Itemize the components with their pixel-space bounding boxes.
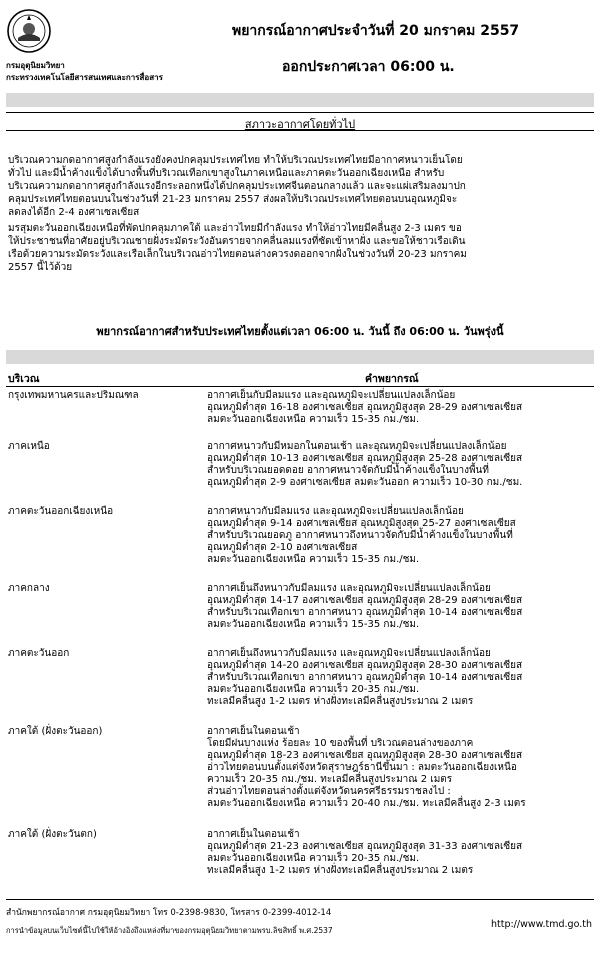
forecast-line: อากาศหนาวกับมีลมแรง และอุณหภูมิจะเปลี่ยนแปลงเล็กน้อย [207, 506, 464, 517]
general-paragraph-2 [8, 222, 592, 274]
org-line-1: กรมอุตุนิยมวิทยา [6, 61, 65, 70]
column-header-forecast: คำพยากรณ์ [365, 373, 419, 385]
org-line-2: กระทรวงเทคโนโลยีสารสนเทศและการสื่อสาร [6, 73, 163, 82]
region-name: ภาคกลาง [8, 583, 50, 594]
paragraph-line: ทั่วไป และมีน้ำค้างแข็งได้บางพื้นที่บริเวณเทือกเขาสูงในภาคเหนือและภาคตะวันออกเฉียงเหนือ สำหรับ [8, 168, 445, 179]
forecast-line: ลมตะวันออกเฉียงเหนือ ความเร็ว 15-35 กม./ชม. [207, 619, 420, 630]
forecast-text [207, 583, 597, 631]
paragraph-line: ให้ประชาชนที่อาศัยอยู่บริเวณชายฝั่งระมัดระวังอันตรายจากคลื่นลมแรงที่ซัดเข้าหาฝั่ง และขอให้ชาวเรือเดิน [8, 236, 466, 247]
forecast-line: อุณหภูมิต่ำสุด 2-10 องศาเซลเซียส [207, 542, 358, 553]
general-conditions-heading: สภาวะอากาศโดยทั่วไป [244, 118, 356, 131]
forecast-line: อุณหภูมิต่ำสุด 9-14 องศาเซลเซียส อุณหภูมิสูงสุด 25-27 องศาเซลเซียส [207, 518, 516, 529]
forecast-line: ทะเลมีคลื่นสูง 1-2 เมตร ห่างฝั่งทะเลมีคลื่นสูงประมาณ 2 เมตร [207, 696, 474, 707]
document-title: พยากรณ์อากาศประจำวันที่ 20 มกราคม 2557 [232, 23, 520, 39]
forecast-line: อากาศเย็นถึงหนาวกับมีลมแรง และอุณหภูมิจะเปลี่ยนแปลงเล็กน้อย [207, 648, 491, 659]
forecast-line: อุณหภูมิต่ำสุด 16-18 องศาเซลเซียส อุณหภูมิสูงสุด 28-29 องศาเซลเซียส [207, 402, 523, 413]
paragraph-line: เรือด้วยความระมัดระวังและเรือเล็กในบริเวณอ่าวไทยตอนล่างควรงดออกจากฝั่งในช่วงวันที่ 20-23 มกราคม [8, 249, 467, 260]
paragraph-line: คลุมประเทศไทยตอนบนในช่วงวันที่ 21-23 มกราคม 2557 ส่งผลให้บริเวณประเทศไทยตอนบนอุณหภูมิจะ [8, 194, 458, 205]
region-name: ภาคตะวันออกเฉียงเหนือ [8, 506, 114, 517]
forecast-line: อุณหภูมิต่ำสุด 21-23 องศาเซลเซียส อุณหภูมิสูงสุด 31-33 องศาเซลเซียส [207, 841, 523, 852]
forecast-text [207, 441, 597, 489]
section-top-rule [6, 112, 594, 113]
forecast-line: ลมตะวันออกเฉียงเหนือ ความเร็ว 20-40 กม./ชม. ทะเลมีคลื่นสูง 2-3 เมตร [207, 798, 526, 809]
forecast-text [207, 648, 597, 708]
footer-copyright: การนำข้อมูลบนเว็บไซต์นี้ไปใช้ให้อ้างอิงถึงแหล่งที่มาของกรมอุตุนิยมวิทยาตามพรบ.ลิขสิทธิ์ พ.ศ.2537 [6, 926, 333, 935]
region-name: ภาคตะวันออก [8, 648, 70, 659]
issue-time: ออกประกาศเวลา 06:00 น. [282, 59, 455, 75]
forecast-line: สำหรับบริเวณเทือกเขา อากาศหนาว อุณหภูมิต่ำสุด 10-14 องศาเซลเซียส [207, 607, 523, 618]
forecast-line: สำหรับบริเวณยอดภู อากาศหนาวถึงหนาวจัดกับมีน้ำค้างแข็งในบางพื้นที่ [207, 530, 513, 541]
column-header-region: บริเวณ [8, 373, 40, 385]
forecast-line: ทะเลมีคลื่นสูง 1-2 เมตร ห่างฝั่งทะเลมีคลื่นสูงประมาณ 2 เมตร [207, 865, 474, 876]
forecast-line: สำหรับบริเวณเทือกเขา อากาศหนาว อุณหภูมิต่ำสุด 10-14 องศาเซลเซียส [207, 672, 523, 683]
forecast-line: อุณหภูมิต่ำสุด 14-17 องศาเซลเซียส อุณหภูมิสูงสุด 28-29 องศาเซลเซียส [207, 595, 523, 606]
forecast-line: ส่วนอ่าวไทยตอนล่างตั้งแต่จังหวัดนครศรีธรรมราชลงไป : [207, 786, 451, 797]
paragraph-line: 2557 นี้ไว้ด้วย [8, 262, 73, 273]
forecast-line: ลมตะวันออกเฉียงเหนือ ความเร็ว 20-35 กม./ชม. [207, 684, 420, 695]
forecast-line: โดยมีฝนบางแห่ง ร้อยละ 10 ของพื้นที่ บริเวณตอนล่างของภาค [207, 738, 474, 749]
forecast-line: สำหรับบริเวณยอดดอย อากาศหนาวจัดกับมีน้ำค้างแข็งในบางพื้นที่ [207, 465, 489, 476]
paragraph-line: ลดลงได้อีก 2-4 องศาเซลเซียส [8, 207, 140, 218]
forecast-line: อ่าวไทยตอนบนตั้งแต่จังหวัดสุราษฎร์ธานีขึ้นมา : ลมตะวันออกเฉียงเหนือ [207, 762, 517, 773]
forecast-line: อากาศเย็นถึงหนาวกับมีลมแรง และอุณหภูมิจะเปลี่ยนแปลงเล็กน้อย [207, 583, 491, 594]
forecast-line: อุณหภูมิต่ำสุด 2-9 องศาเซลเซียส ลมตะวันออก ความเร็ว 10-30 กม./ชม. [207, 477, 523, 488]
general-paragraph-1 [8, 154, 592, 219]
forecast-line: อากาศเย็นในตอนเช้า [207, 726, 300, 737]
region-name: ภาคใต้ (ฝั่งตะวันออก) [8, 726, 103, 737]
region-name: ภาคใต้ (ฝั่งตะวันตก) [8, 829, 97, 840]
forecast-text [207, 829, 597, 877]
tmd-seal-logo [6, 8, 52, 54]
paragraph-line: บริเวณความกดอากาศสูงกำลังแรงอีกระลอกหนึ่งได้ปกคลุมประเทศจีนตอนกลางแล้ว และจะแผ่เสริมลงมาปก [8, 181, 466, 192]
forecast-line: อากาศเย็นกับมีลมแรง และอุณหภูมิจะเปลี่ยนแปลงเล็กน้อย [207, 390, 456, 401]
forecast-line: ความเร็ว 20-35 กม./ชม. ทะเลมีคลื่นสูงประมาณ 2 เมตร [207, 774, 453, 785]
footer-contact: สำนักพยากรณ์อากาศ กรมอุตุนิยมวิทยา โทร 0-2398-9830, โทรสาร 0-2399-4012-14 [6, 908, 332, 918]
forecast-line: อุณหภูมิต่ำสุด 18-23 องศาเซลเซียส อุณหภูมิสูงสุด 28-30 องศาเซลเซียส [207, 750, 523, 761]
region-name: ภาคเหนือ [8, 441, 50, 452]
website-link[interactable]: http://www.tmd.go.th [490, 919, 592, 930]
forecast-line: อากาศหนาวกับมีหมอกในตอนเช้า และอุณหภูมิจะเปลี่ยนแปลงเล็กน้อย [207, 441, 507, 452]
region-name: กรุงเทพมหานครและปริมณฑล [8, 390, 139, 401]
forecast-line: อุณหภูมิต่ำสุด 14-20 องศาเซลเซียส อุณหภูมิสูงสุด 28-30 องศาเซลเซียส [207, 660, 523, 671]
paragraph-line: มรสุมตะวันออกเฉียงเหนือที่พัดปกคลุมภาคใต้ และอ่าวไทยมีกำลังแรง ทำให้อ่าวไทยมีคลื่นสูง 2-3 เมตร ขอ [8, 223, 462, 234]
forecast-line: ลมตะวันออกเฉียงเหนือ ความเร็ว 15-35 กม./ชม. [207, 414, 420, 425]
section-bottom-rule [6, 130, 594, 131]
forecast-line: อุณหภูมิต่ำสุด 10-13 องศาเซลเซียส อุณหภูมิสูงสุด 25-28 องศาเซลเซียส [207, 453, 523, 464]
forecast-text [207, 726, 597, 810]
paragraph-line: บริเวณความกดอากาศสูงกำลังแรงยังคงปกคลุมประเทศไทย ทำให้บริเวณประเทศไทยมีอากาศหนาวเย็นโดย [8, 155, 463, 166]
forecast-divider-bar [6, 350, 594, 364]
forecast-heading: พยากรณ์อากาศสำหรับประเทศไทยตั้งแต่เวลา 06:00 น. วันนี้ ถึง 06:00 น. วันพรุ่งนี้ [96, 325, 504, 338]
forecast-line: ลมตะวันออกเฉียงเหนือ ความเร็ว 20-35 กม./ชม. [207, 853, 420, 864]
header-divider-bar [6, 93, 594, 107]
organization-name [6, 60, 163, 84]
table-header-rule [6, 386, 594, 387]
forecast-line: อากาศเย็นในตอนเช้า [207, 829, 300, 840]
forecast-text [207, 390, 597, 426]
footer-rule [6, 899, 594, 900]
forecast-line: ลมตะวันออกเฉียงเหนือ ความเร็ว 15-35 กม./ชม. [207, 554, 420, 565]
forecast-text [207, 506, 597, 566]
